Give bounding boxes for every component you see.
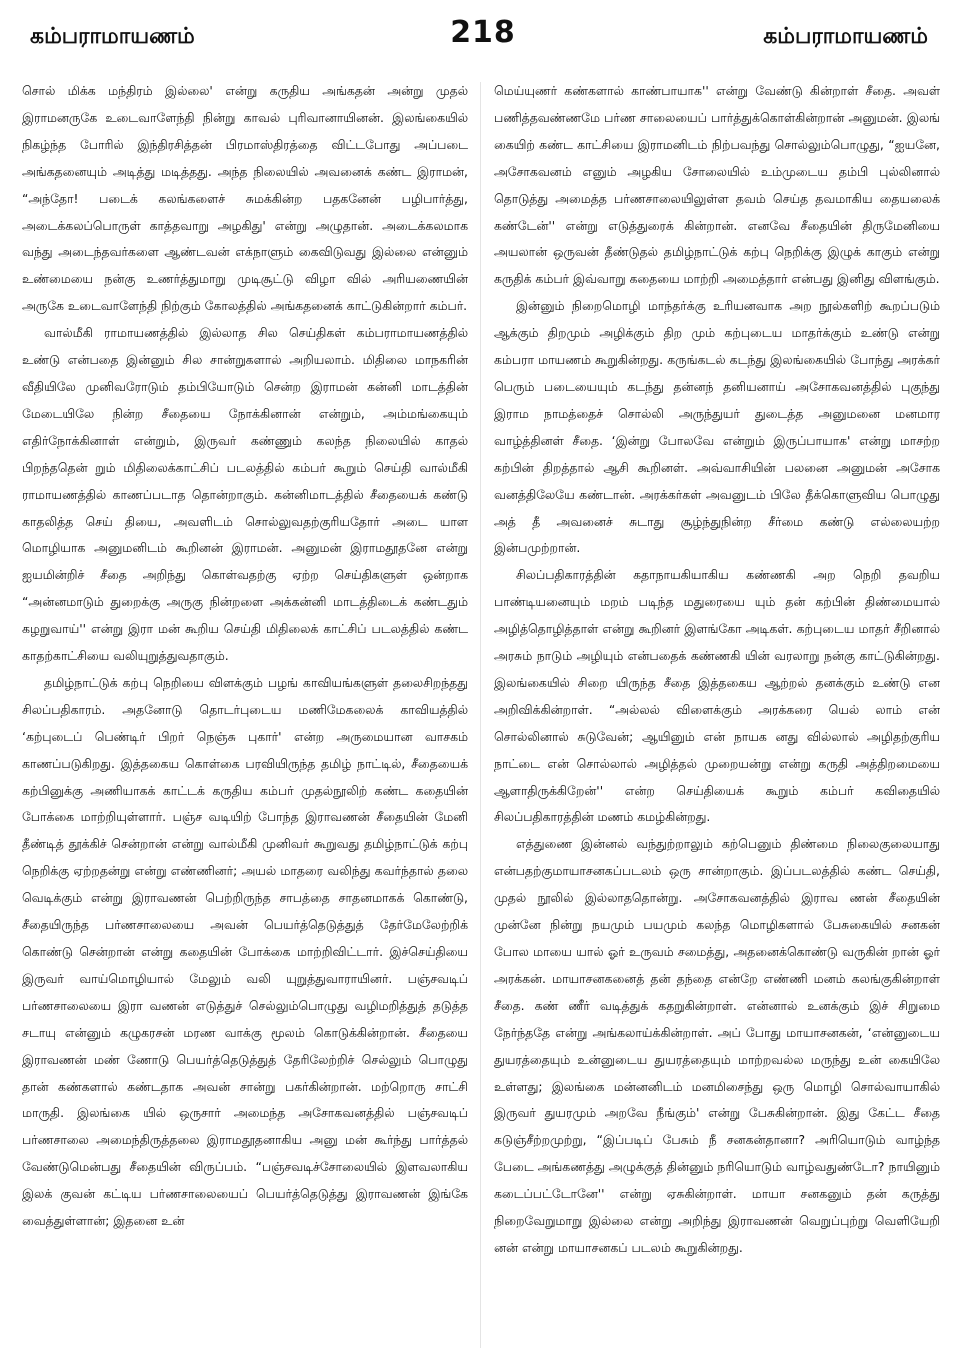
paragraph: மெய்யுணர் கண்களால் காண்பாயாக'' என்று வேண்டு கின்றாள் சீதை. அவள் பணித்தவண்ணமே பர்ண சாலையைப் பார்த்துக்கொள்கின்றான் அனுமன். இலங் கையிற் கண்ட காட்சியை இராமனிடம் நிற்பவந்து சொல்லும்பொழுது, “ஐயனே, அசோகவனம் எனும் அழகிய சோலையில் உம்முடைய தம்பி புல்லினால் தொடுத்து அமைத்த பர்ணசாலையிலுள்ள தவம் செய்த தவமாகிய தையலைக் கண்டேன்'' என்று எடுத்துரைக் கின்றான். எனவே சீதையின் திருமேனியை அயலான் ஒருவன் தீண்டுதல் தமிழ்நாட்டுக் கற்பு நெறிக்கு இழுக் காகும் என்று கருதிக் கம்பர் இவ்வாறு கதையை மாற்றி அமைத்தார் என்பது இனிது விளங்கும்.	[494, 83, 940, 287]
paragraph: சிலப்பதிகாரத்தின் கதாநாயகியாகிய கண்ணகி அற நெறி தவறிய பாண்டியனையும் மறம் படிந்த மதுரையை யும் தன் கற்பின் திண்மையால் அழித்தொழித்தாள் என்று கூறினர் இளங்கோ அடிகள். கற்புடைய மாதர் சீறினால் அரசும் நாடும் அழியும் என்பதைக் கண்ணகி யின் வரலாறு நன்கு காட்டுகின்றது. இலங்கையில் சிறை யிருந்த சீதை இத்தகைய ஆற்றல் தனக்கும் உண்டு என அறிவிக்கின்றாள். “அல்லல் விளைக்கும் அரக்கரை யெல் லாம் என் சொல்லினால் சுடுவேன்; ஆயினும் என் நாயக னது வில்லால் அழிதற்குரிய நாட்டை என் சொல்லால் அழித்தல் முறையன்று என்று கருதி அத்திறமையை ஆளாதிருக்கிறேன்'' என்ற செய்தியைக் கூறும் கம்பர் கவிதையில் சிலப்பதிகாரத்தின் மணம் கமழ்கின்றது.	[494, 567, 940, 825]
column-gutter	[480, 82, 481, 1348]
paragraph: சொல் மிக்க மந்திரம் இல்லை' என்று கருதிய அங்கதன் அன்று முதல் இராமனருகே உடைவாளேந்தி நின்று காவல் புரிவானாயினன். இலங்கையில் நிகழ்ந்த போரில் இந்திரசித்தன் பிரமாஸ்திரத்தை விட்டபோது அப்படை அங்கதனையும் அடித்து மடித்தது. அந்த நிலையில் அவனைக் கண்ட இராமன், “அந்தோ! படைக் கலங்களைச் சுமக்கின்ற பதகனேன் பழிபார்த்து, அடைக்கலப்பொருள் காத்தவாறு அழகிது' என்று அழுதான். அடைக்கலமாக வந்து அடைந்தவர்களை ஆண்டவன் எக்நாளும் கைவிடுவது இல்லை என்னும் உண்மையை நன்கு உணர்த்துமாறு முடிசூட்டு விழா வில் அரியணையின் அருகே உடைவாளேந்தி நிற்கும் கோலத்தில் அங்கதனைக் காட்டுகின்றார் கம்பர்.	[22, 83, 468, 314]
running-head-right: கம்பராமாயணம்	[763, 24, 928, 49]
paragraph: எத்துணை இன்னல் வந்துற்றாலும் கற்பெனும் திண்மை நிலைகுலையாது என்பதற்குமாயாசனகப்படலம் ஒரு சான்றாகும். இப்படலத்தில் கண்ட செய்தி, முதல் நூலில் இல்லாததொன்று. அசோகவனத்தில் இராவ ணன் சீதையின் முன்னே நின்று நயமும் பயமும் கலந்த மொழிகளால் பேசுகையில் சனகன் போல மாயை யால் ஓர் உருவம் சமைத்து, அதனைக்கொண்டு வருகின் றான் ஓர் அரக்கன். மாயாசனகனைத் தன் தந்தை என்றே எண்ணி மனம் கலங்குகின்றாள் சீதை. கண் ணீர் வடித்துக் கதறுகின்றாள். என்னால் உனக்கும் இச் சிறுமை நேர்ந்ததே என்று அங்கலாய்க்கின்றாள். அப் போது மாயாசனகன், ‘என்னுடைய துயரத்தையும் உன்னுடைய துயரத்தையும் மாற்றவல்ல மருந்து உன் கையிலே உள்ளது; இலங்கை மன்னனிடம் மனமிசைந்து ஒரு மொழி சொல்வாயாகில் இருவர் துயரமும் அறவே நீங்கும்' என்று பேசுகின்றான். இது கேட்ட சீதை கடுஞ்சீற்றமுற்று, “இப்படிப் பேசும் நீ சனகன்தானா? அரியொடும் வாழ்ந்த பேடை அங்கணத்து அழுக்குத் தின்னும் நரியொடும் வாழ்வதுண்டோ? நாயினும் கடைப்பட்டோனே'' என்று ஏசுகின்றாள். மாயா சனகனும் தன் கருத்து நிறைவேறுமாறு இல்லை என்று அறிந்து இராவணன் வெறுப்புற்று வெளியேறி னன் என்று மாயாசனகப் படலம் கூறுகின்றது.	[494, 836, 940, 1255]
running-head-left: கம்பராமாயணம்	[30, 24, 195, 49]
paragraph: இன்னும் நிறைமொழி மாந்தர்க்கு உரியனவாக அற நூல்களிற் கூறப்படும் ஆக்கும் திறமும் அழிக்கும் திற மும் கற்புடைய மாதர்க்கும் உண்டு என்று கம்பரா மாயணம் கூறுகின்றது. கருங்கடல் கடந்து இலங்கையில் போந்து அரக்கர் பெரும் படையையும் கடந்து தன்னந் தனியனாய் அசோகவனத்தில் புகுந்து இராம நாமத்தைச் சொல்லி அருந்துயர் துடைத்த அனுமனை மனமார வாழ்த்தினள் சீதை. ‘இன்று போலவே என்றும் இருப்பாயாக' என்று மாசற்ற கற்பின் திறத்தால் ஆசி கூறினள். அவ்வாசியின் பலனை அனுமன் அசோக வனத்திலேயே கண்டான். அரக்கர்கள் அவனுடம் பிலே தீக்கொளுவிய பொழுது அத் தீ அவனைச் சுடாது சூழ்ந்துநின்ற சீர்மை கண்டு எல்லையற்ற இன்பமுற்றான்.	[494, 298, 940, 556]
paragraph: தமிழ்நாட்டுக் கற்பு நெறியை விளக்கும் பழங் காவியங்களுள் தலைசிறந்தது சிலப்பதிகாரம். அதனோடு தொடர்புடைய மணிமேகலைக் காவியத்தில் ‘கற்புடைப் பெண்டிர் பிறர் நெஞ்சு புகார்' என்ற அருமையான வாசகம் காணப்படுகிறது. இத்தகைய கொள்கை பரவியிருந்த தமிழ் நாட்டில், சீதையைக் கற்பினுக்கு அணியாகக் காட்டக் கருதிய கம்பர் முதல்நூலிற் கண்ட கதையின் போக்கை மாற்றியுள்ளார். பஞ்ச வடியிற் போந்த இராவணன் சீதையின் மேனி தீண்டித் தூக்கிச் சென்றான் என்று வால்மீகி முனிவர் கூறுவது தமிழ்நாட்டுக் கற்பு நெறிக்கு ஏற்றதன்று என்று எண்ணினர்; அயல் மாதரை வலிந்து கவர்ந்தால் தலை வெடிக்கும் என்று இராவணன் பெற்றிருந்த சாபத்தை சாதனமாகக் கொண்டு, சீதையிருந்த பர்ணசாலையை அவன் பெயர்த்தெடுத்துத் தேர்மேலேற்றிக் கொண்டு சென்றான் என்று கதையின் போக்கை மாற்றிவிட்டார். இச்செய்தியை இருவர் வாய்மொழியால் மேலும் வலி யுறுத்துவாராயினர். பஞ்சவடிப் பர்ணசாலையை இரா வணன் எடுத்துச் செல்லும்பொழுது வழிமறித்துத் தடுத்த சடாயு என்னும் கழுகரசன் மரண வாக்கு மூலம் கொடுக்கின்றான். சீதையை இராவணன் மண் ணோடு பெயர்த்தெடுத்துத் தேரிலேற்றிச் செல்லும் பொழுது தான் கண்களால் கண்டதாக அவன் சான்று பகர்கின்றான். மற்றொரு சாட்சி மாருதி. இலங்கை யில் ஒருசார் அமைந்த அசோகவனத்தில் பஞ்சவடிப் பர்ணசாலை அமைந்திருத்தலை இராமதூதனாகிய அனு மன் கூர்ந்து பார்த்தல் வேண்டுமென்பது சீதையின் விருப்பம். “பஞ்சவடிச்சோலையில் இளவலாகிய இலக் குவன் கட்டிய பர்ணசாலையைப் பெயர்த்தெடுத்து இராவணன் இங்கே வைத்துள்ளான்; இதனை உன்	[22, 674, 468, 1229]
left-column	[22, 78, 468, 1350]
right-column	[494, 78, 940, 1350]
paragraph: வால்மீகி ராமாயணத்தில் இல்லாத சில செய்திகள் கம்பராமாயணத்தில் உண்டு என்பதை இன்னும் சில சான்றுகளால் அறியலாம். மிதிலை மாநகரின் வீதியிலே முனிவரோடும் தம்பியோடும் சென்ற இராமன் கன்னி மாடத்தின் மேடையிலே நின்ற சீதையை நோக்கினான் என்றும், அம்மங்கையும் எதிர்நோக்கினாள் என்றும், இருவர் கண்ணும் கலந்த நிலையில் காதல் பிறந்ததென் றும் மிதிலைக்காட்சிப் படலத்தில் கம்பர் கூறும் செய்தி வால்மீகி ராமாயணத்தில் காணப்படாத தொன்றாகும். கன்னிமாடத்தில் சீதையைக் கண்டு காதலித்த செய் தியை, அவளிடம் சொல்லுவதற்குரியதோர் அடை யாள மொழியாக அனுமனிடம் கூறினன் இராமன். அனுமன் இராமதூதனே என்று ஐயமின்றிச் சீதை அறிந்து கொள்வதற்கு ஏற்ற செய்திகளுள் ஒன்றாக “அன்னமாடும் துறைக்கு அருகு நின்றளை அக்கன்னி மாடத்திடைக் கண்டதும் கழறுவாய்'' என்று இரா மன் கூறிய செய்தி மிதிலைக் காட்சிப் படலத்தில் கண்ட காதற்காட்சியை வலியுறுத்துவதாகும்.	[22, 325, 468, 664]
page-number: 218	[450, 15, 516, 50]
